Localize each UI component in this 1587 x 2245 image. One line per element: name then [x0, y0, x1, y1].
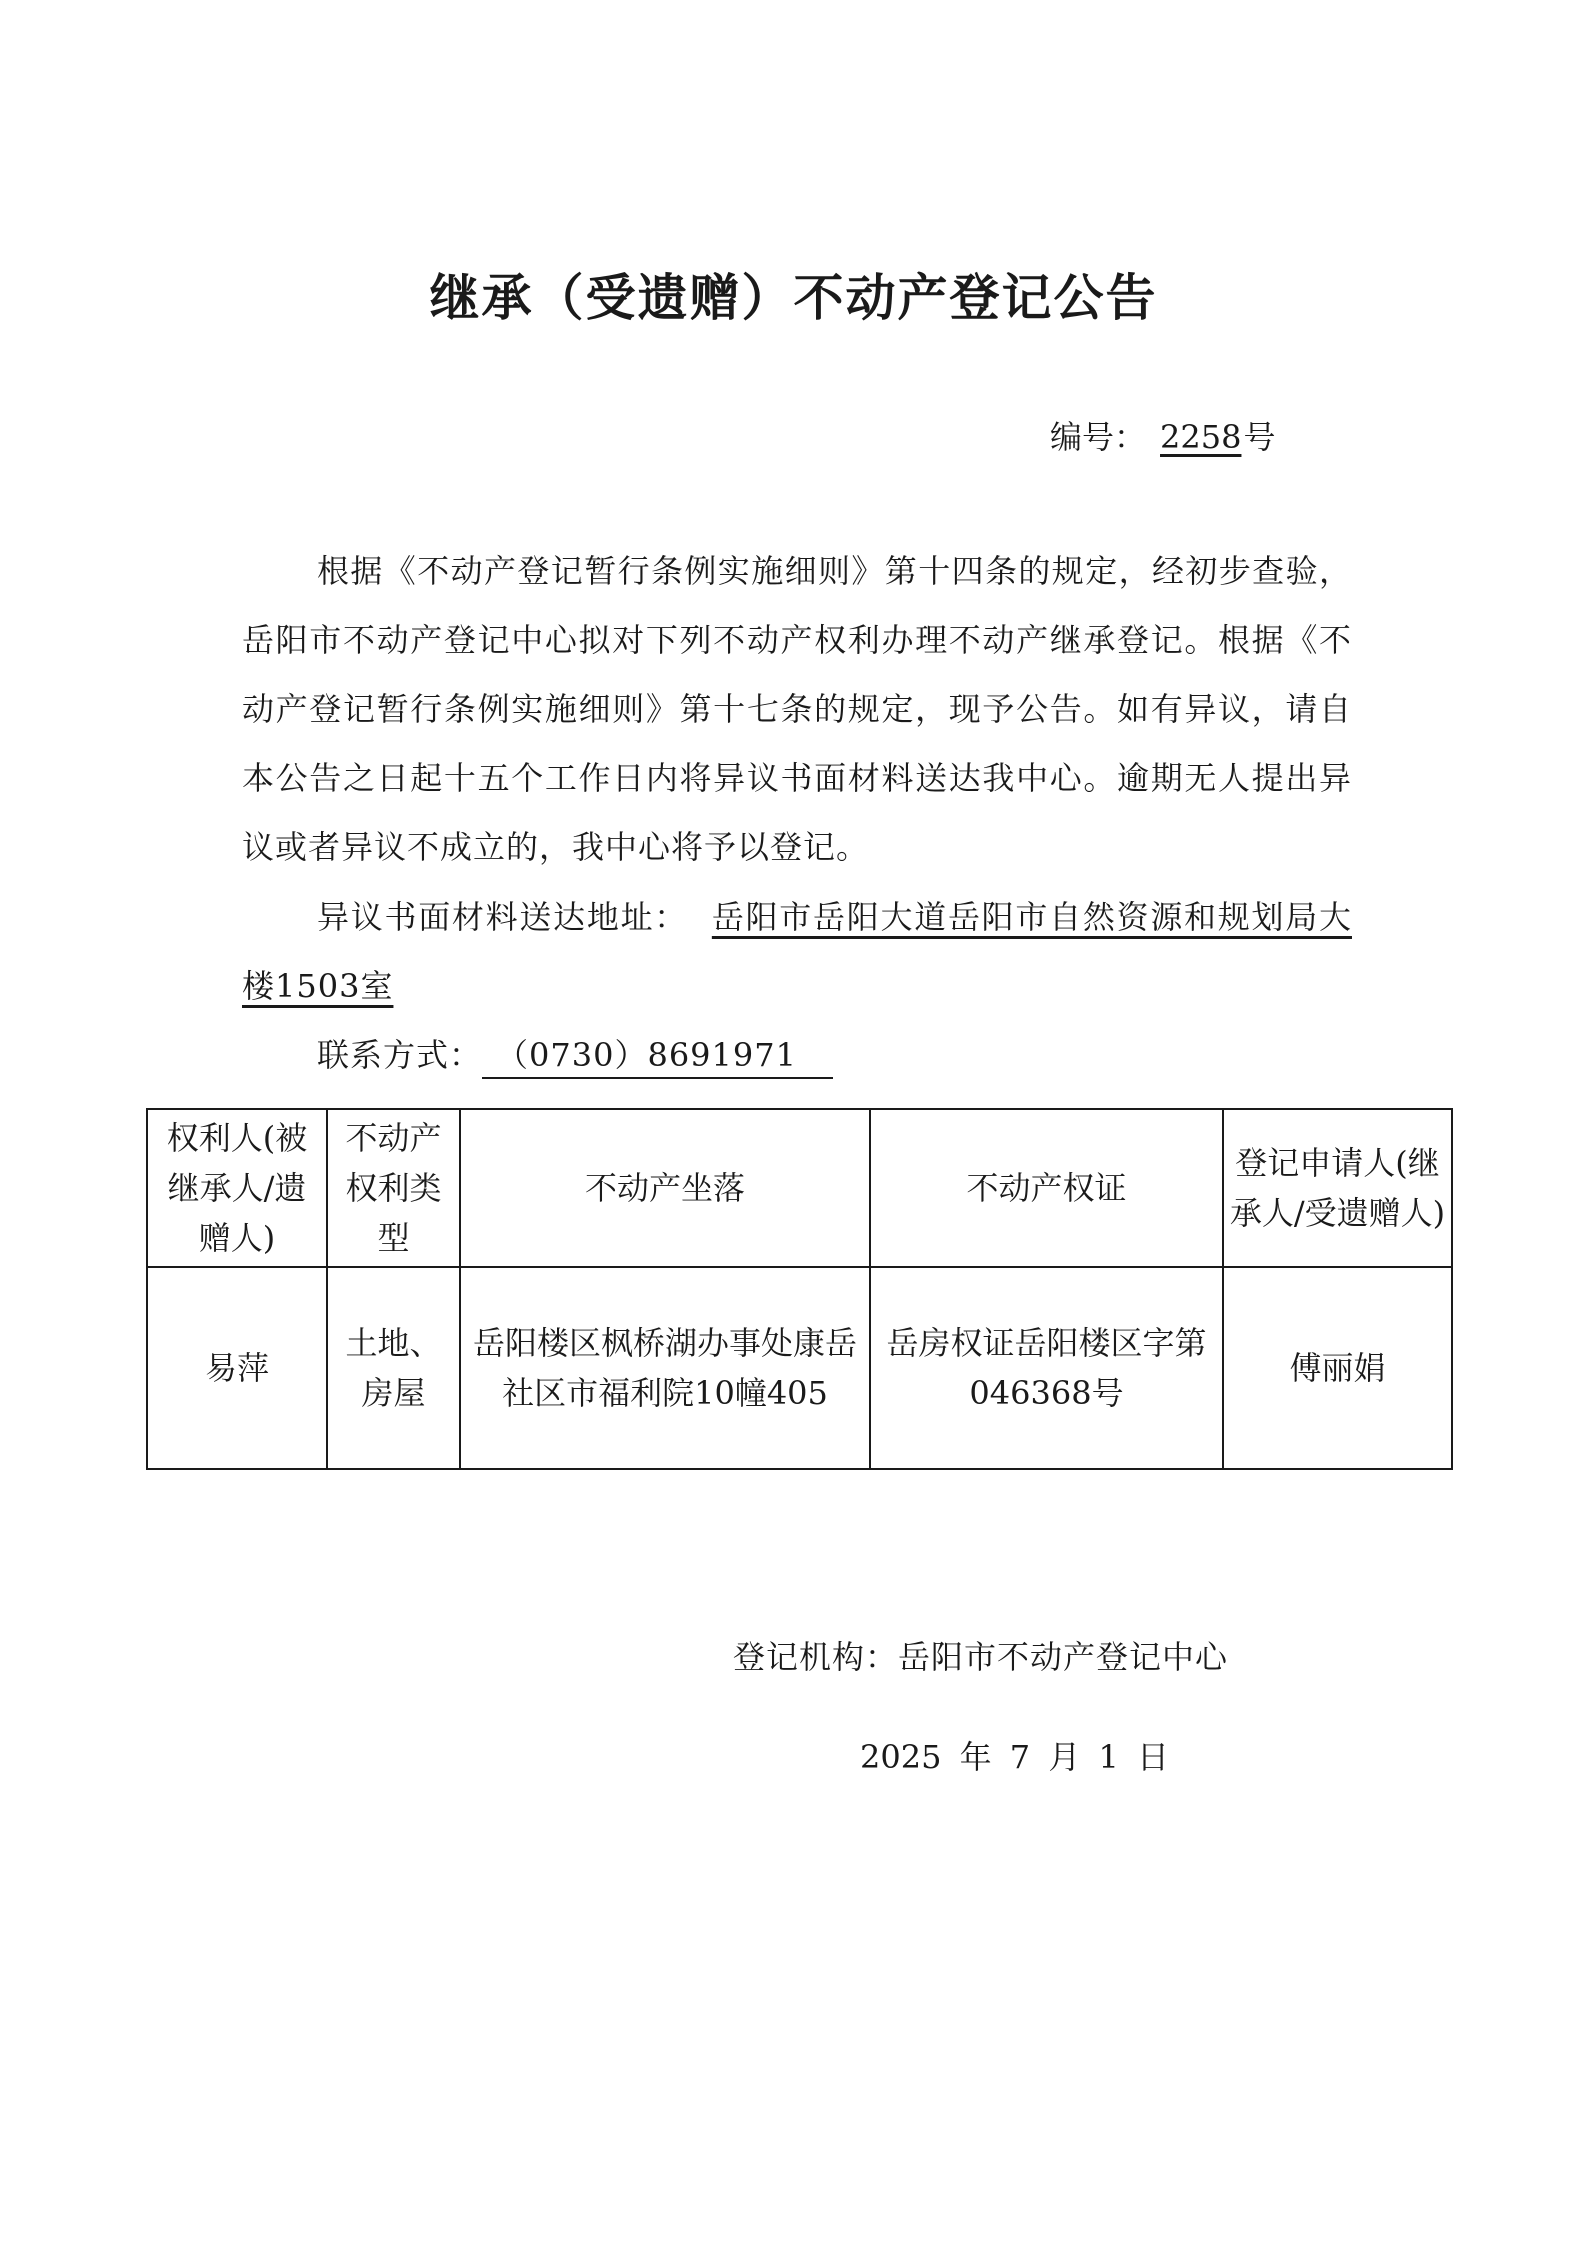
contact-info: [242, 1021, 1352, 1090]
cell-holder: 易萍: [147, 1267, 327, 1469]
cell-location: 岳阳楼区枫桥湖办事处康岳社区市福利院10幢405: [460, 1267, 870, 1469]
contact-label: 联系方式：: [317, 1036, 483, 1074]
header-applicant: 登记申请人(继承人/受遗赠人): [1223, 1109, 1452, 1267]
registration-org: [733, 1632, 1228, 1678]
header-holder: 权利人(被继承人/遗赠人): [147, 1109, 327, 1267]
registration-org-value: 岳阳市不动产登记中心: [898, 1638, 1229, 1676]
objection-address-value: 岳阳市岳阳大道岳阳市自然资源和规划局大楼1503室: [242, 898, 1352, 1005]
cell-applicant: 傅丽娟: [1223, 1267, 1452, 1469]
objection-address-label: 异议书面材料送达地址：: [317, 898, 689, 936]
cell-certificate: 岳房权证岳阳楼区字第046368号: [870, 1267, 1223, 1469]
table-row: [147, 1267, 1452, 1469]
header-location: 不动产坐落: [460, 1109, 870, 1267]
objection-address: [242, 883, 1352, 1021]
table-header-row: [147, 1109, 1452, 1267]
contact-phone: （0730）8691971: [482, 1033, 833, 1079]
header-right-type: 不动产权利类型: [327, 1109, 460, 1267]
registration-table: [146, 1108, 1453, 1470]
header-certificate: 不动产权证: [870, 1109, 1223, 1267]
document-number-label: 编号：: [1050, 418, 1147, 456]
document-number-value: 2258: [1160, 418, 1242, 456]
document-number: [1050, 412, 1275, 458]
notice-paragraph: 根据《不动产登记暂行条例实施细则》第十四条的规定，经初步查验，岳阳市不动产登记中心拟对下列不动产权利办理不动产继承登记。根据《不动产登记暂行条例实施细则》第十七条的规定，现予公告。如有异议，请自本公告之日起十五个工作日内将异议书面材料送达我中心。逾期无人提出异议或者异议不成立的，我中心将予以登记。: [242, 552, 1352, 866]
registration-org-label: 登记机构：: [733, 1638, 899, 1676]
page-title: 继承（受遗赠）不动产登记公告: [429, 269, 1158, 327]
cell-right-type: 土地、房屋: [327, 1267, 460, 1469]
document-number-suffix: 号: [1243, 418, 1276, 456]
notice-date: 2025 年 7 月 1 日: [860, 1738, 1170, 1776]
